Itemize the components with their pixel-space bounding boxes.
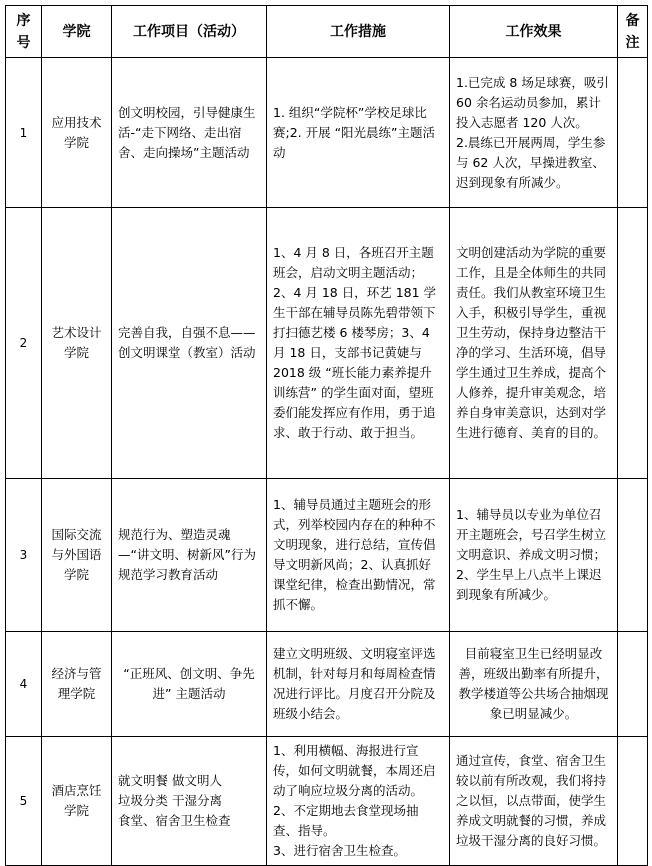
row-project: 创文明校园，引导健康生活-“走下网络、走出宿舍、走向操场”主题活动 xyxy=(112,58,267,208)
row-remarks xyxy=(618,58,648,208)
row-measures: 1、辅导员通过主题班会的形式，列举校园内存在的种种不文明现象，进行总结，宣传倡导文明新风尚；2、认真抓好课堂纪律，检查出勤情况，常抓不懈。 xyxy=(267,479,450,632)
header-effects: 工作效果 xyxy=(450,6,618,58)
row-seq: 5 xyxy=(6,737,42,866)
row-measures: 1、4 月 8 日，各班召开主题班会，启动文明主题活动；2、4 月 18 日，环艺 181 学生干部在辅导员陈先碧带领下打扫德艺楼 6 楼琴房；3、4 月 18 日，支部书记黄婕与 2018 级 “班长能力素养提升训练营” 的学生面对面，望班委们能发挥应有作用，勇于追求、敢于行动、敢于担当。 xyxy=(267,208,450,479)
table-row xyxy=(6,737,648,866)
header-row xyxy=(6,6,648,58)
header-college: 学院 xyxy=(42,6,112,58)
row-project: 就文明餐 做文明人 垃圾分类 干湿分离 食堂、宿舍卫生检查 xyxy=(112,737,267,866)
row-remarks xyxy=(618,479,648,632)
row-effects: 通过宣传，食堂、宿舍卫生较以前有所改观，我们将持之以恒，以点带面，使学生养成文明就餐的习惯，养成垃圾干湿分离的良好习惯。 xyxy=(450,737,618,866)
row-project: 规范行为、塑造灵魂—“讲文明、树新风”行为规范学习教育活动 xyxy=(112,479,267,632)
row-seq: 4 xyxy=(6,632,42,737)
row-project: “正班风、创文明、争先进” 主题活动 xyxy=(112,632,267,737)
header-remarks: 备注 xyxy=(618,6,648,58)
row-college: 艺术设计 学院 xyxy=(42,208,112,479)
row-measures: 1. 组织“学院杯”学校足球比赛;2. 开展 “阳光晨练”主题活动 xyxy=(267,58,450,208)
row-college: 应用技术 学院 xyxy=(42,58,112,208)
header-measures: 工作措施 xyxy=(267,6,450,58)
row-college: 酒店烹饪 学院 xyxy=(42,737,112,866)
table-row xyxy=(6,208,648,479)
header-project: 工作项目（活动） xyxy=(112,6,267,58)
row-measures: 建立文明班级、文明寝室评选机制，针对每月和每周检查情况进行评比。月度召开分院及班级小结会。 xyxy=(267,632,450,737)
row-remarks xyxy=(618,632,648,737)
row-seq: 2 xyxy=(6,208,42,479)
table-row xyxy=(6,479,648,632)
row-seq: 1 xyxy=(6,58,42,208)
header-seq: 序号 xyxy=(6,6,42,58)
row-college: 国际交流 与外国语 学院 xyxy=(42,479,112,632)
row-effects: 1.已完成 8 场足球赛，吸引 60 余名运动员参加，累计投入志愿者 120 人次。 2.晨练已开展两周，学生参与 62 人次，早操进教室、迟到现象有所减少。 xyxy=(450,58,618,208)
row-remarks xyxy=(618,737,648,866)
row-effects: 1、辅导员以专业为单位召开主题班会，号召学生树立文明意识、养成文明习惯；2、学生早上八点半上课迟到现象有所减少。 xyxy=(450,479,618,632)
row-seq: 3 xyxy=(6,479,42,632)
row-measures: 1、利用横幅、海报进行宣传，如何文明就餐，本周还启动了响应垃圾分离的活动。 2、不定期地去食堂现场抽查、指导。 3、进行宿舍卫生检查。 xyxy=(267,737,450,866)
row-remarks xyxy=(618,208,648,479)
row-project: 完善自我，自强不息——创文明课堂（教室）活动 xyxy=(112,208,267,479)
row-effects: 目前寝室卫生已经明显改善，班级出勤率有所提升，教学楼道等公共场合抽烟现象已明显减少。 xyxy=(450,632,618,737)
table-row xyxy=(6,58,648,208)
table-row xyxy=(6,632,648,737)
row-effects: 文明创建活动为学院的重要工作，且是全体师生的共同责任。我们从教室环境卫生入手，积极引导学生，重视卫生劳动，保持身边整洁干净的学习、生活环境，倡导学生通过卫生养成，提高个人修养，提升审美观念，培养自身审美意识，达到对学生进行德育、美育的目的。 xyxy=(450,208,618,479)
row-college: 经济与管 理学院 xyxy=(42,632,112,737)
work-summary-table xyxy=(5,5,648,866)
